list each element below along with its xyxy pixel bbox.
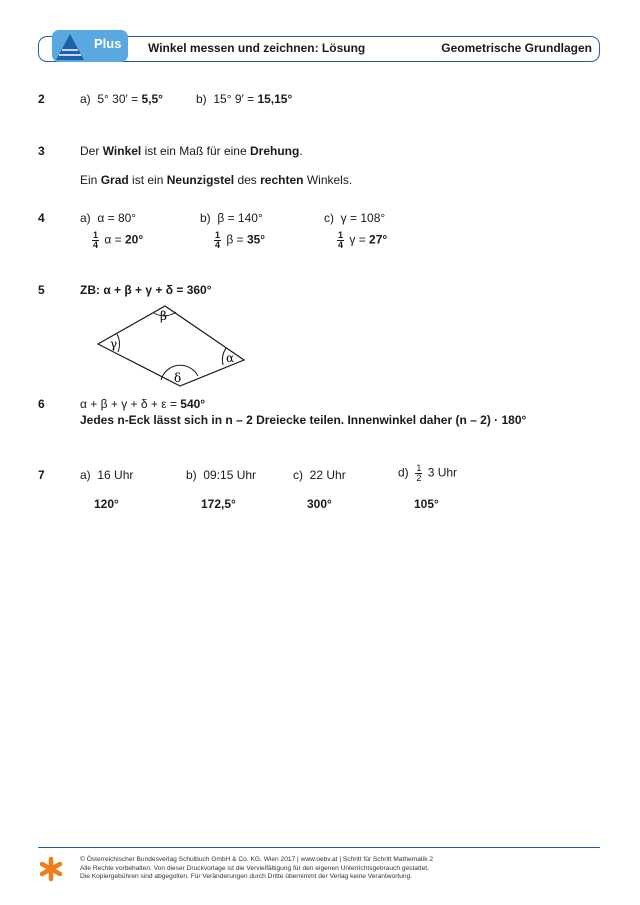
task4-b-given: b) β = 140° [200, 211, 263, 225]
task6-formula: α + β + γ + δ + ε = 540° [80, 397, 206, 411]
task-number: 4 [38, 211, 45, 225]
task2-b [196, 92, 292, 106]
worksheet-topic: Geometrische Grundlagen [441, 41, 592, 55]
task3-line2: Ein Grad ist ein Neunzigstel des rechten Winkels. [80, 173, 353, 187]
gamma-arc [117, 334, 119, 352]
alpha-label: α [226, 351, 235, 365]
task-number: 6 [38, 397, 45, 411]
task-number: 7 [38, 468, 45, 482]
fraction: $\frac{1}{4}$ [215, 230, 221, 250]
subtask-label: a) [80, 92, 91, 106]
gamma-label: γ [110, 337, 118, 351]
task-number: 2 [38, 92, 45, 106]
task4-c-given: c) γ = 108° [324, 211, 386, 225]
task2-a [80, 92, 163, 106]
worksheet-title: Winkel messen und zeichnen: Lösung [148, 41, 366, 55]
task7-c-result: 300° [307, 497, 332, 511]
task2-a-result: 5,5° [141, 92, 163, 106]
delta-label: δ [174, 371, 182, 385]
task-number: 5 [38, 283, 45, 297]
task3-line1: Der Winkel ist ein Maß für eine Drehung. [80, 144, 303, 158]
fraction: $\frac{1}{4}$ [338, 230, 344, 250]
task4-b-result: $\frac{1}{4}$ β = 35° [215, 230, 266, 250]
task7-b-time: b) 09:15 Uhr [186, 468, 257, 482]
task2-a-expression: 5° 30′ = [97, 92, 139, 106]
fraction: $\frac{1}{4}$ [93, 230, 99, 250]
task4-a-result: $\frac{1}{4}$ α = 20° [93, 230, 144, 250]
footer-divider [38, 847, 600, 848]
task7-d-result: 105° [414, 497, 439, 511]
task6-explanation: Jedes n-Eck lässt sich in n – 2 Dreiecke teilen. Innenwinkel daher (n – 2) · 180° [80, 413, 527, 427]
quadrilateral-diagram [90, 296, 255, 392]
task7-c-time: c) 22 Uhr [293, 468, 346, 482]
task4-c-result: $\frac{1}{4}$ γ = 27° [338, 230, 388, 250]
logo-text: Plus [94, 36, 122, 51]
task2-b-expression: 15° 9′ = [213, 92, 255, 106]
task5-formula: ZB: α + β + γ + δ = 360° [80, 283, 212, 297]
task4-a-given: a) α = 80° [80, 211, 137, 225]
footer-copyright: © Österreichischer Bundesverlag Schulbuch GmbH & Co. KG, Wien 2017 | www.oebv.at | Schritt für Schritt Mathematik 2 Alle Rechte vorbehalten. Von dieser Druckvorlage ist die Vervielfältigung für den eigenen Unterrichtsgebrauch gestattet. Die Kopiergebühren sind abgegolten. Für Veränderungen durch Dritte übernimmt der Verlag keine Verantwortung. [80, 856, 434, 881]
fraction: $\frac{1}{2}$ [416, 463, 422, 483]
task7-b-result: 172,5° [201, 497, 236, 511]
plus-logo [50, 28, 130, 64]
task7-a-result: 120° [94, 497, 119, 511]
subtask-label: b) [196, 92, 207, 106]
task2-b-result: 15,15° [257, 92, 293, 106]
task7-a-time: a) 16 Uhr [80, 468, 134, 482]
task-number: 3 [38, 144, 45, 158]
task7-d-time: d) $\frac{1}{2}$ 3 Uhr [398, 463, 458, 483]
beta-label: β [160, 309, 167, 323]
publisher-logo-icon [38, 856, 64, 882]
